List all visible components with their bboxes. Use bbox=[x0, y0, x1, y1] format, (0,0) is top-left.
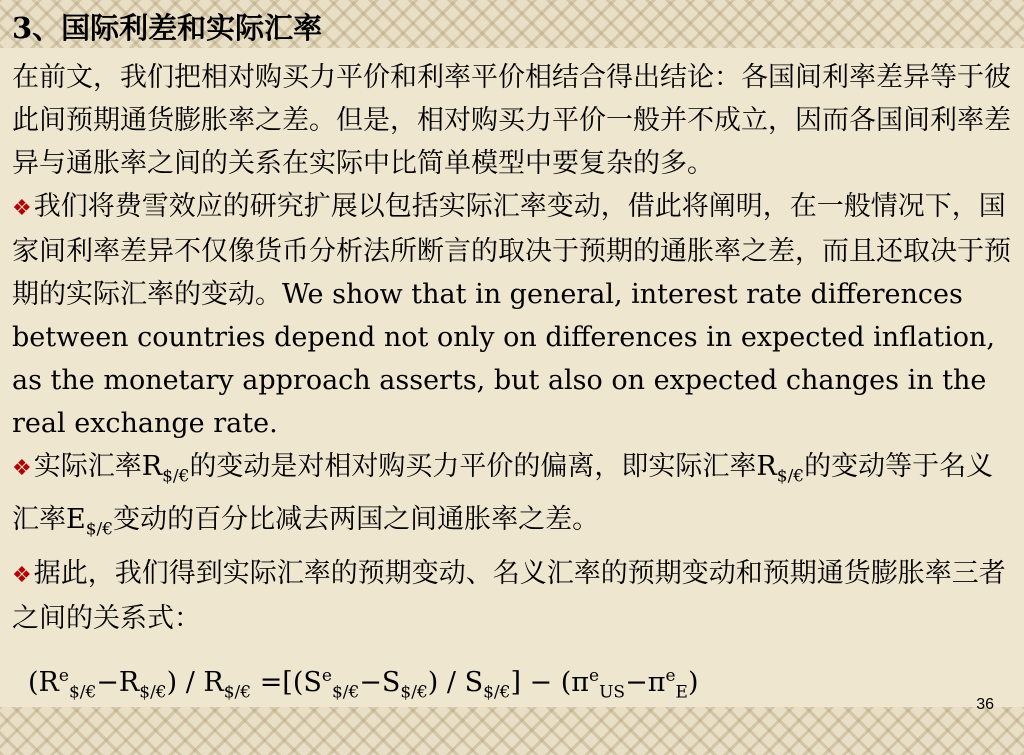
subscript: $/€ bbox=[223, 682, 252, 703]
bullet-fisher-text: 我们将费雪效应的研究扩展以包括实际汇率变动，借此将阐明，在一般情况下，国家间利率差异不仅像货币分析法所断言的取决于预期的通胀率之差，而且还取决于预期的实际汇率的变动。We show that in general, interest rate differences between countries depend not only on differences in expected inflation, as the monetary approach asserts, but also on expected changes in the real exchange rate. bbox=[12, 191, 1011, 439]
superscript-e: e bbox=[665, 666, 676, 686]
slide-title: 3、国际利差和实际汇率 bbox=[12, 11, 323, 45]
superscript-e: e bbox=[58, 666, 69, 686]
bullet2-text-b: 的变动是对相对购买力平价的偏离，即实际汇率R bbox=[189, 451, 777, 482]
diamond-bullet-icon: ❖ bbox=[12, 456, 32, 481]
bullet2-text-d: 变动的百分比减去两国之间通胀率之差。 bbox=[113, 504, 600, 536]
eq-part: −R bbox=[96, 667, 140, 698]
subscript: $/€ bbox=[400, 682, 428, 703]
bullet-relation bbox=[12, 552, 1012, 640]
eq-part: ] − (π bbox=[510, 667, 590, 698]
bullet2-text-a: 实际汇率R bbox=[33, 451, 163, 482]
eq-part: −π bbox=[625, 667, 666, 698]
bullet2-text-c: 的变动等于名义汇率E bbox=[12, 451, 994, 536]
eq-part: ) bbox=[687, 667, 699, 698]
page-number: 36 bbox=[976, 696, 994, 713]
superscript-e: e bbox=[589, 666, 600, 686]
subscript-us: US bbox=[599, 682, 626, 703]
eq-part: ) / R bbox=[166, 667, 224, 698]
eq-part: ) / S bbox=[427, 667, 484, 698]
eq-part: (R bbox=[28, 667, 59, 698]
subscript: $/€ bbox=[139, 682, 167, 703]
diamond-bullet-icon: ❖ bbox=[12, 562, 32, 588]
bullet-real-exchange-rate bbox=[12, 445, 1012, 552]
slide-body bbox=[12, 56, 1012, 640]
subscript: $/€ bbox=[162, 466, 190, 487]
bottom-decorative-border bbox=[0, 707, 1024, 755]
subscript: $/€ bbox=[331, 682, 360, 703]
subscript: $/€ bbox=[68, 682, 97, 703]
equation bbox=[28, 656, 699, 712]
bullet-fisher-effect bbox=[12, 185, 1012, 445]
intro-paragraph: 在前文，我们把相对购买力平价和利率平价相结合得出结论：各国间利率差异等于彼此间预期通货膨胀率之差。但是，相对购买力平价一般并不成立，因而各国间利率差异与通胀率之间的关系在实际中比简单模型中要复杂的多。 bbox=[12, 62, 1011, 179]
subscript: $/€ bbox=[483, 682, 511, 703]
subscript: $/€ bbox=[85, 519, 114, 540]
superscript-e: e bbox=[321, 666, 332, 686]
bullet-relation-text: 据此，我们得到实际汇率的预期变动、名义汇率的预期变动和预期通货膨胀率三者之间的关系式： bbox=[12, 557, 1006, 634]
subscript: $/€ bbox=[776, 466, 805, 487]
subscript-e: E bbox=[675, 682, 688, 703]
eq-part: =[(S bbox=[259, 667, 322, 698]
eq-part: −S bbox=[359, 667, 401, 698]
diamond-bullet-icon: ❖ bbox=[12, 196, 32, 221]
